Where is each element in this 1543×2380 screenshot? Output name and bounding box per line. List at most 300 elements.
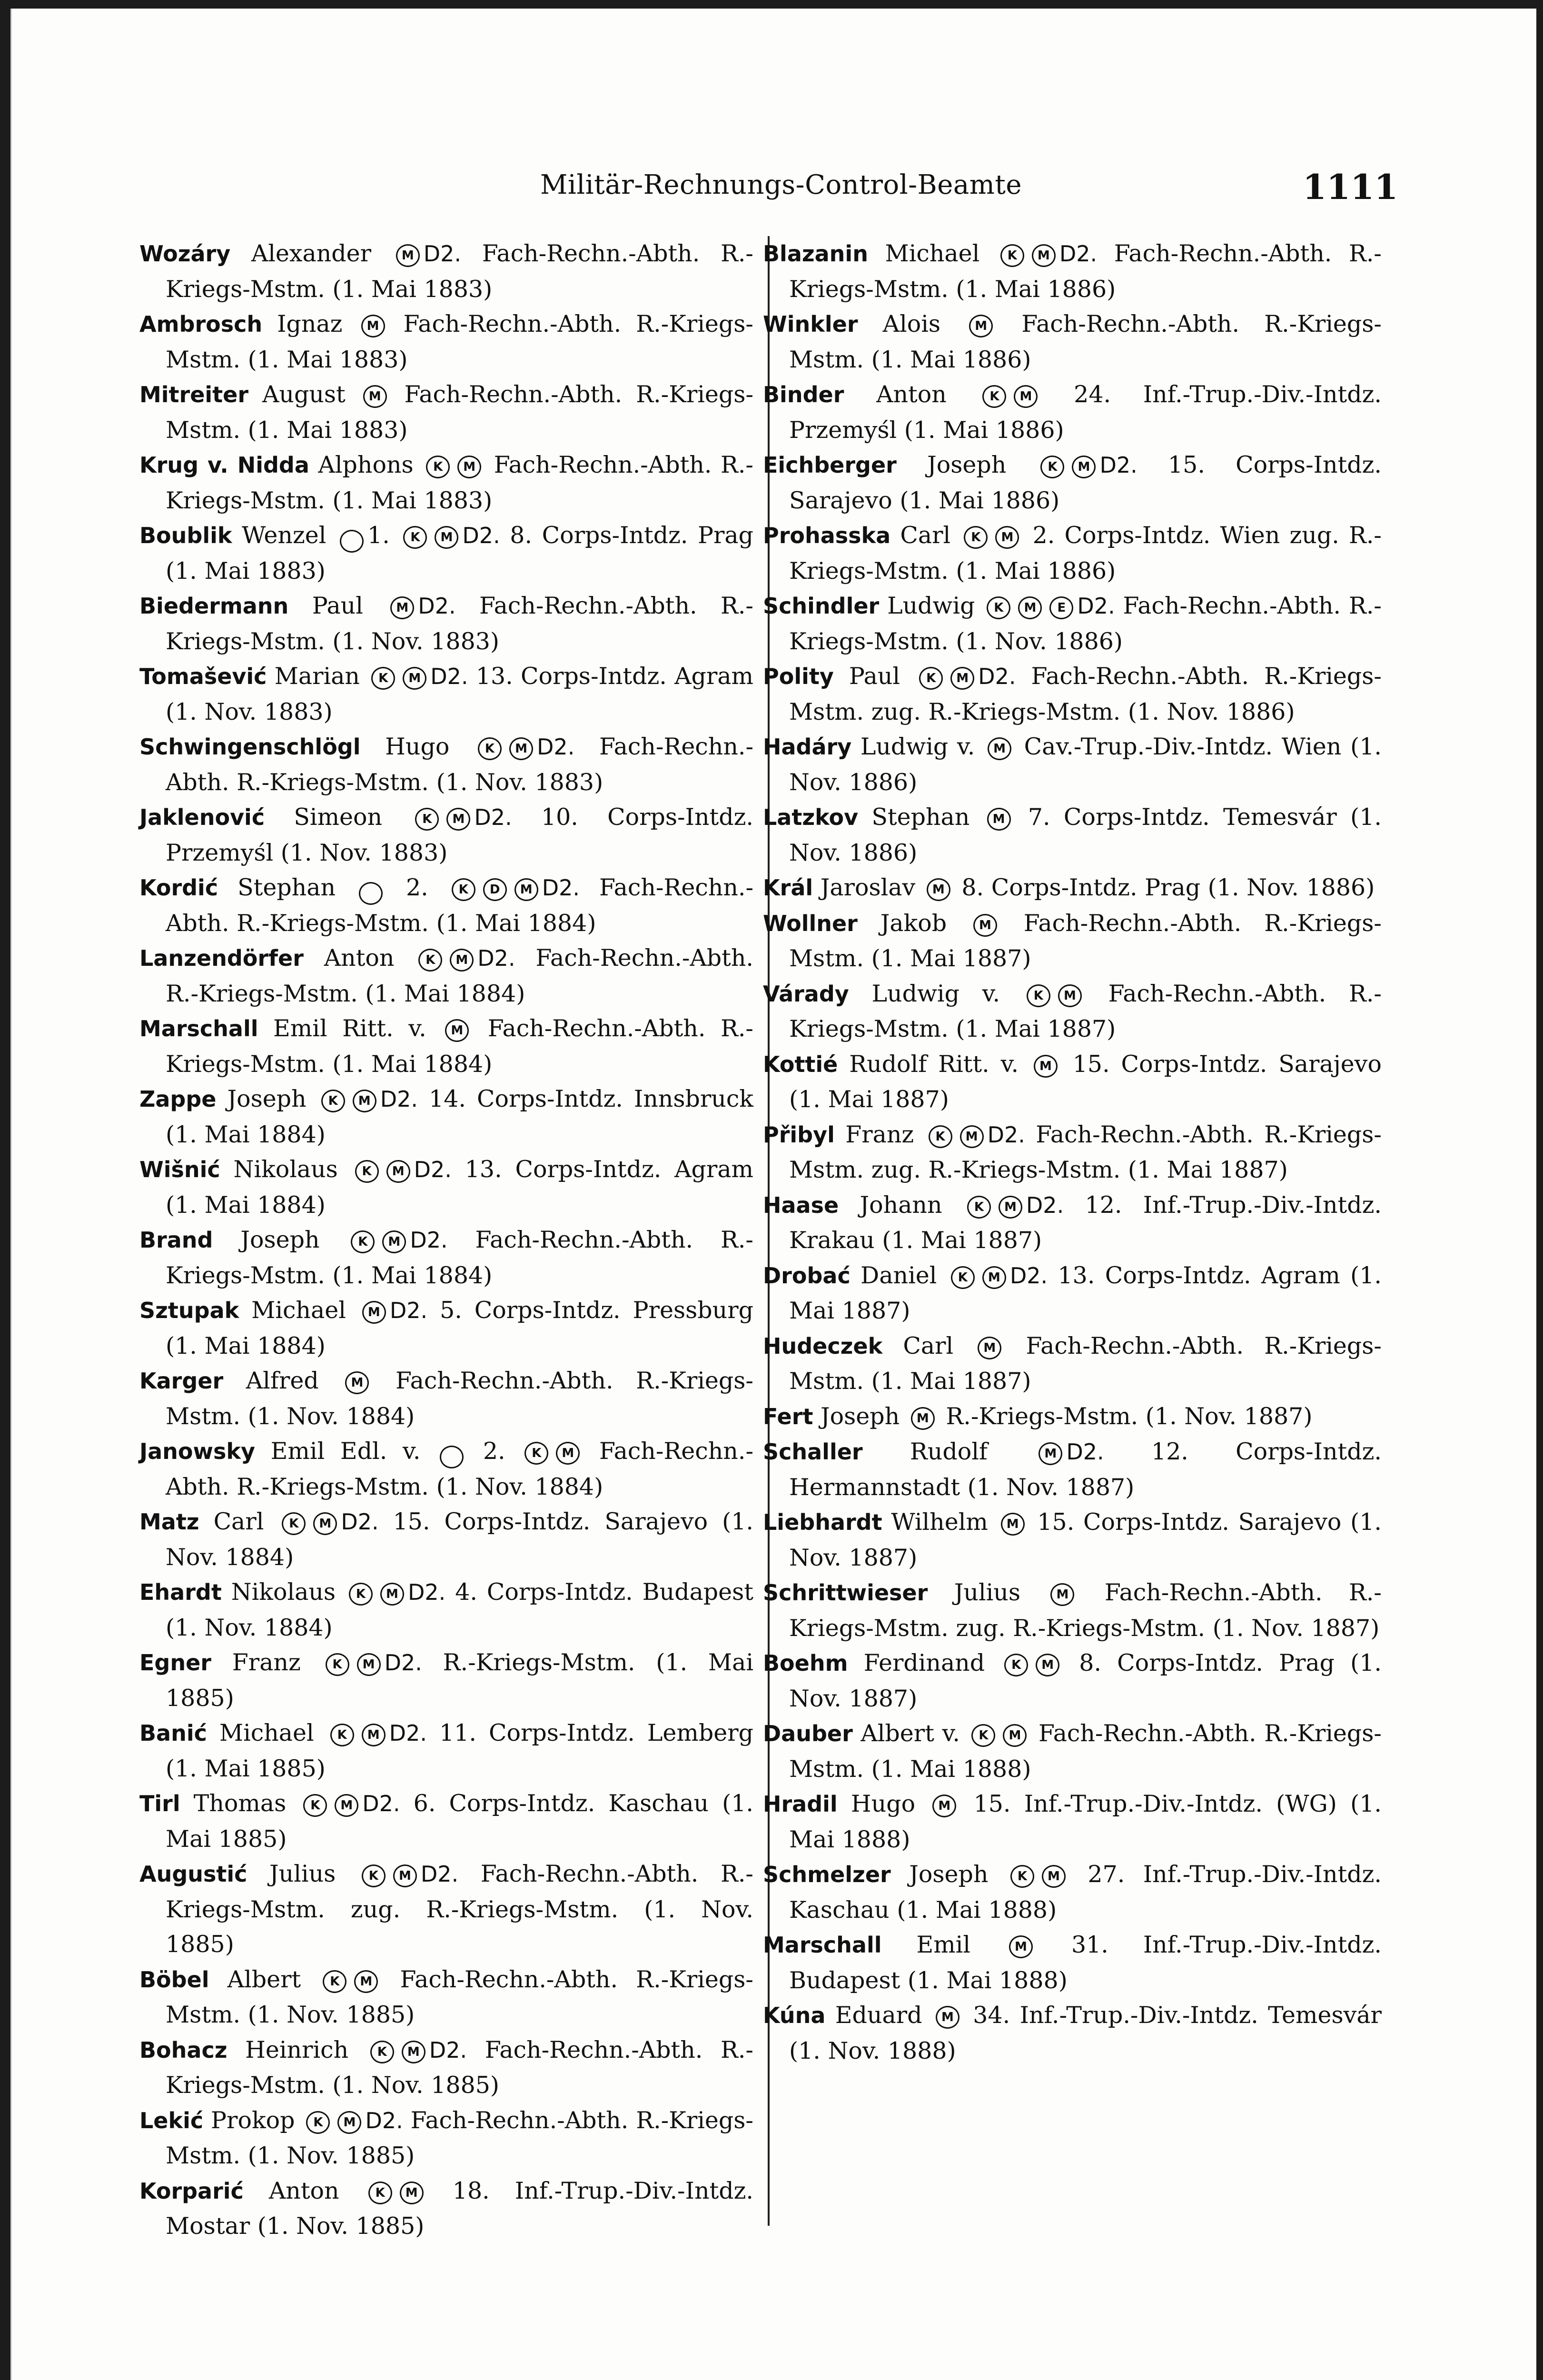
entry-text: 8. Corps-Intdz. Prag (1. Nov. 1886) [954, 874, 1375, 901]
decoration-class: D2. [389, 1720, 427, 1746]
order-ring-icon [440, 1446, 464, 1468]
entry-text: Hugo [360, 733, 474, 760]
entry-text: Nikolaus [220, 1156, 351, 1183]
entry-text: Anton [243, 2177, 365, 2204]
entry-text: Fach-Rechn.-Abth. R.-Kriegs-Mstm. (1. Nov. 1884) [166, 1438, 753, 1500]
decoration-circle-icon: K [982, 385, 1006, 408]
entry-text: Franz [211, 1649, 322, 1676]
officer-surname: Wišnić [139, 1157, 220, 1182]
decoration-circle-icon: M [999, 1196, 1022, 1219]
entry-text: 6. Corps-Intdz. Kaschau (1. Mai 1885) [166, 1790, 753, 1853]
decoration-circle-icon: M [354, 1970, 378, 1993]
entry-text: Prokop [203, 2106, 303, 2134]
entry-text: Fach-Rechn.-Abth. R.-Kriegs-Mstm. (1. Mai 1883) [166, 451, 753, 514]
entry-text: Fach-Rechn.-Abth. R.-Kriegs-Mstm. (1. Mai 1883) [166, 240, 753, 303]
decoration-class: D2. [1059, 241, 1098, 267]
entry-text: 5. Corps-Intdz. Pressburg (1. Mai 1884) [166, 1297, 753, 1359]
officer-surname: Krug v. Nidda [139, 452, 309, 478]
entry-text: Daniel [850, 1261, 947, 1289]
entry-text: 34. Inf.-Trup.-Div.-Intdz. Temesvár (1. Nov. 1888) [789, 2002, 1382, 2064]
order-ring-icon [340, 530, 364, 553]
running-head: Militär-Rechnungs-Control-Beamte [540, 169, 1022, 200]
officer-surname: Böbel [139, 1966, 209, 1993]
decoration-circle-icon: K [929, 1125, 952, 1148]
entry-text: Emil [881, 1931, 1005, 1958]
roster-entry [763, 659, 1382, 729]
officer-surname: Jaklenović [139, 804, 265, 830]
decoration-circle-icon: K [426, 456, 450, 478]
entry-text: Albert v. [852, 1720, 968, 1747]
decoration-circle-icon: K [330, 1724, 354, 1746]
decoration-circle-icon: M [1034, 1055, 1058, 1078]
entry-text: Heinrich [227, 2036, 366, 2063]
entry-text: Alphons [309, 451, 423, 478]
decoration-class: D2. [407, 1579, 446, 1605]
decoration-class: D2. [987, 1121, 1025, 1148]
decoration-circle-icon: M [393, 1864, 417, 1887]
officer-surname: Ambrosch [139, 311, 263, 337]
entry-text: 10. Corps-Intdz. Przemyśl (1. Nov. 1883) [166, 803, 753, 866]
roster-entry [763, 800, 1382, 870]
entry-text: Fach-Rechn.-Abth. R.-Kriegs-Mstm. zug. R.-Kriegs-Mstm. (1. Nov. 1885) [166, 1860, 753, 1958]
officer-surname: Brand [139, 1227, 213, 1253]
roster-entry [763, 1857, 1382, 1927]
entry-text: Nikolaus [221, 1578, 345, 1606]
roster-entry [139, 236, 753, 307]
decoration-class: D2. [1066, 1439, 1104, 1465]
roster-entry [139, 1575, 753, 1645]
decoration-circle-icon: K [971, 1724, 995, 1747]
entry-text: Rudolf Ritt. v. [838, 1050, 1030, 1078]
officer-surname: Polity [763, 664, 834, 689]
entry-text: Paul [833, 663, 916, 690]
officer-surname: Liebhardt [763, 1509, 882, 1535]
decoration-circle-icon: K [1040, 456, 1064, 478]
roster-entry [763, 1117, 1382, 1188]
decoration-circle-icon: M [1014, 385, 1038, 408]
roster-entry [139, 1645, 753, 1716]
decoration-circle-icon: K [951, 1266, 975, 1289]
roster-entry [763, 870, 1382, 906]
roster-entry [139, 1152, 753, 1222]
roster-entry [139, 377, 753, 447]
decoration-circle-icon: M [362, 1724, 386, 1746]
entry-text: R.-Kriegs-Mstm. (1. Mai 1885) [166, 1649, 753, 1712]
entry-text: Cav.-Trup.-Div.-Intdz. Wien (1. Nov. 1886) [789, 733, 1382, 796]
roster-entry [139, 2173, 753, 2244]
entry-text: Joseph [216, 1085, 317, 1112]
entry-text: Fach-Rechn.-Abth. R.-Kriegs-Mstm. (1. Nov. 1883) [166, 592, 753, 655]
roster-entry [763, 1329, 1382, 1399]
entry-text: Fach-Rechn.-Abth. R.-Kriegs-Mstm. (1. Mai 1884) [166, 874, 754, 937]
entry-text: Carl [882, 1332, 974, 1359]
roster-entry [139, 659, 753, 729]
entry-text: Julius [928, 1579, 1047, 1606]
entry-text: 12. Inf.-Trup.-Div.-Intdz. Krakau (1. Mai 1887) [789, 1191, 1382, 1254]
officer-surname: Hadáry [763, 734, 852, 760]
entry-text: 2. Corps-Intdz. Wien zug. R.-Kriegs-Mstm. (1. Mai 1886) [789, 522, 1382, 585]
roster-entry [763, 1434, 1382, 1505]
entry-text: Eduard [825, 2002, 932, 2029]
decoration-circle-icon: D [483, 878, 507, 901]
officer-surname: Matz [139, 1509, 199, 1535]
book-page [10, 9, 1536, 2380]
entry-text: Rudolf [862, 1438, 1035, 1465]
entry-text: Joseph [896, 451, 1037, 478]
decoration-circle-icon: M [1072, 456, 1096, 478]
roster-entry [763, 307, 1382, 377]
decoration-circle-icon: M [556, 1442, 580, 1465]
officer-surname: Latzkov [763, 804, 859, 830]
roster-entry [139, 518, 753, 588]
decoration-class: D2. [537, 734, 575, 760]
entry-text: Fach-Rechn.-Abth. R.-Kriegs-Mstm. (1. Mai 1887) [789, 980, 1382, 1042]
decoration-circle-icon: K [362, 1864, 386, 1887]
decoration-circle-icon: M [936, 2006, 959, 2029]
entry-text: Fach-Rechn.-Abth. R.-Kriegs-Mstm. (1. Mai 1886) [789, 310, 1382, 373]
page-number: 1111 [1303, 167, 1398, 207]
officer-surname: Dauber [763, 1721, 853, 1746]
entry-text: 31. Inf.-Trup.-Div.-Intdz. Budapest (1. Mai 1888) [789, 1931, 1382, 1994]
decoration-class: D2. [1009, 1262, 1048, 1289]
decoration-circle-icon: K [524, 1442, 548, 1465]
decoration-circle-icon: M [1039, 1442, 1062, 1465]
roster-entry [763, 1998, 1382, 2068]
entry-text: Johann [839, 1191, 963, 1219]
entry-text: Ferdinand [848, 1649, 1001, 1676]
decoration-class: D2. [477, 945, 515, 971]
entry-text: Fach-Rechn.-Abth. R.-Kriegs-Mstm. (1. Mai 1884) [166, 1015, 753, 1078]
entry-text: 7. Corps-Intdz. Temesvár (1. Nov. 1886) [789, 803, 1382, 866]
decoration-circle-icon: M [988, 737, 1011, 760]
decoration-circle-icon: M [509, 737, 533, 760]
decoration-circle-icon: E [1049, 596, 1073, 619]
roster-entry [763, 1399, 1382, 1435]
decoration-circle-icon: M [932, 1795, 956, 1817]
decoration-class: D2. [542, 875, 580, 901]
roster-entry [763, 906, 1382, 976]
decoration-circle-icon: K [368, 2182, 392, 2204]
decoration-circle-icon: M [1032, 244, 1056, 267]
officer-surname: Korparić [139, 2178, 244, 2204]
decoration-circle-icon: M [435, 526, 458, 549]
entry-text: Fach-Rechn.-Abth. R.-Kriegs-Mstm. (1. Nov. 1886) [789, 592, 1382, 655]
decoration-class: D2. [365, 2107, 403, 2133]
officer-surname: Kúna [763, 2003, 826, 2028]
decoration-circle-icon: M [973, 914, 997, 937]
officer-surname: Marschall [139, 1016, 258, 1041]
entry-text: 13. Corps-Intdz. Agram (1. Mai 1887) [789, 1261, 1382, 1324]
roster-entry [139, 588, 753, 659]
entry-text: R.-Kriegs-Mstm. (1. Nov. 1887) [938, 1402, 1313, 1430]
officer-surname: Kottié [763, 1051, 838, 1077]
roster-entry [763, 729, 1382, 800]
roster-entry [763, 1716, 1382, 1786]
decoration-circle-icon: M [400, 2182, 424, 2204]
roster-entry [139, 1222, 753, 1293]
decoration-circle-icon: M [450, 949, 474, 972]
decoration-circle-icon: M [402, 2041, 425, 2063]
entry-text: Jakob [857, 909, 969, 937]
decoration-class: D2. [414, 1157, 452, 1182]
entry-text: Fach-Rechn.-Abth. R.-Kriegs-Mstm. zug. R.-Kriegs-Mstm. (1. Mai 1887) [789, 1121, 1382, 1183]
roster-entry [139, 1081, 753, 1152]
entry-text: August [248, 381, 359, 408]
roster-entry [763, 1786, 1382, 1857]
entry-text: Wenzel [232, 522, 336, 549]
entry-text: Anton [303, 944, 415, 972]
decoration-circle-icon: M [396, 244, 420, 267]
entry-text: Joseph [890, 1861, 1007, 1888]
decoration-circle-icon: M [363, 385, 387, 408]
entry-text: Fach-Rechn.-Abth. R.-Kriegs-Mstm. (1. Mai 1886) [789, 240, 1382, 303]
entry-text: 8. Corps-Intdz. Prag (1. Mai 1883) [166, 522, 754, 585]
decoration-circle-icon: K [371, 667, 395, 690]
roster-entry [763, 377, 1382, 447]
decoration-circle-icon: K [355, 1160, 379, 1183]
officer-surname: Král [763, 875, 813, 901]
officer-surname: Binder [763, 382, 844, 407]
entry-text: Ludwig v. [851, 733, 984, 760]
decoration-circle-icon: M [382, 1230, 406, 1253]
entry-text: Alexander [230, 240, 392, 267]
roster-entry [139, 800, 753, 870]
roster-entry [139, 1011, 753, 1081]
decoration-circle-icon: M [445, 1019, 469, 1042]
officer-surname: Eichberger [763, 452, 897, 478]
entry-text: Anton [844, 381, 979, 408]
roster-entry [763, 1047, 1382, 1117]
decoration-circle-icon: K [349, 1583, 373, 1606]
officer-surname: Hradil [763, 1791, 838, 1817]
entry-text: Emil Ritt. v. [258, 1015, 442, 1042]
roster-entry [139, 1962, 753, 2033]
decoration-circle-icon: M [390, 596, 414, 619]
officer-surname: Ehardt [139, 1579, 222, 1605]
decoration-class: D2. [978, 664, 1016, 689]
entry-text: Fach-Rechn.-Abth. R.-Kriegs-Mstm. (1. Mai 1883) [166, 381, 753, 444]
decoration-circle-icon: M [950, 667, 974, 690]
entry-text: 12. Corps-Intdz. Hermannstadt (1. Nov. 1887) [789, 1438, 1382, 1501]
roster-entry [139, 1504, 753, 1575]
decoration-circle-icon: M [357, 1653, 381, 1676]
entry-text: Albert [209, 1965, 319, 1993]
entry-text: 13. Corps-Intdz. Agram (1. Mai 1884) [166, 1156, 753, 1219]
decoration-class: D2. [341, 1509, 379, 1535]
officer-surname: Winkler [763, 311, 858, 337]
decoration-circle-icon: M [911, 1407, 935, 1430]
decoration-circle-icon: M [995, 526, 1019, 549]
officer-surname: Mitreiter [139, 382, 249, 407]
officer-surname: Bohacz [139, 2037, 227, 2063]
roster-entry [763, 976, 1382, 1047]
entry-text: 18. Inf.-Trup.-Div.-Intdz. Mostar (1. Nov. 1885) [166, 2177, 753, 2240]
decoration-circle-icon: M [1036, 1654, 1059, 1676]
officer-surname: Tirl [139, 1791, 180, 1816]
decoration-circle-icon: K [303, 1794, 327, 1817]
decoration-circle-icon: M [380, 1583, 404, 1606]
decoration-circle-icon: M [345, 1371, 369, 1394]
officer-surname: Haase [763, 1192, 839, 1218]
officer-surname: Lekić [139, 2107, 204, 2133]
entry-text: 13. Corps-Intdz. Agram (1. Nov. 1883) [166, 663, 753, 725]
decoration-circle-icon: M [927, 878, 950, 901]
decoration-circle-icon: K [321, 1090, 345, 1112]
decoration-class: D2. [362, 1791, 400, 1816]
roster-entry [763, 1646, 1382, 1716]
entry-text: Michael [207, 1719, 326, 1746]
entry-text: Simeon [265, 803, 412, 831]
officer-surname: Biedermann [139, 593, 289, 619]
officer-surname: Fert [763, 1403, 813, 1429]
officer-surname: Schindler [763, 593, 880, 619]
decoration-circle-icon: M [978, 1337, 1001, 1359]
officer-surname: Augustić [139, 1861, 247, 1887]
decoration-circle-icon: K [370, 2041, 394, 2063]
officer-surname: Marschall [763, 1932, 882, 1958]
decoration-circle-icon: K [964, 526, 988, 549]
right-column [763, 236, 1382, 2068]
entry-text: 1. [367, 522, 400, 549]
officer-surname: Lanzendörfer [139, 945, 304, 971]
decoration-circle-icon: K [987, 596, 1010, 619]
entry-text: 15. Corps-Intdz. Sarajevo (1. Nov. 1884) [166, 1508, 753, 1571]
roster-entry [139, 307, 753, 377]
decoration-class: D2. [410, 1227, 448, 1253]
decoration-circle-icon: K [1027, 984, 1050, 1007]
entry-text: Fach-Rechn.-Abth. R.-Kriegs-Mstm. (1. Nov. 1883) [166, 733, 754, 796]
roster-entry [139, 1434, 753, 1504]
decoration-circle-icon: M [1018, 596, 1042, 619]
decoration-circle-icon: K [1010, 1865, 1034, 1888]
officer-surname: Blazanin [763, 241, 868, 267]
entry-text: Thomas [180, 1790, 300, 1817]
officer-surname: Várady [763, 981, 849, 1007]
decoration-circle-icon: M [960, 1125, 984, 1148]
left-column [139, 236, 753, 2244]
entry-text: Alfred [223, 1367, 342, 1394]
officer-surname: Karger [139, 1368, 224, 1394]
entry-text: 15. Corps-Intdz. Sarajevo (1. Mai 1886) [789, 451, 1382, 514]
decoration-circle-icon: M [337, 2111, 361, 2134]
decoration-circle-icon: M [1003, 1724, 1027, 1747]
decoration-circle-icon: M [403, 667, 426, 690]
officer-surname: Sztupak [139, 1298, 239, 1323]
decoration-circle-icon: M [987, 808, 1011, 831]
entry-text: Fach-Rechn.-Abth. R.-Kriegs-Mstm. (1. Mai 1883) [166, 310, 753, 373]
decoration-circle-icon: M [969, 315, 993, 337]
entry-text: Ignaz [262, 310, 357, 337]
entry-text: Carl [199, 1508, 278, 1535]
decoration-circle-icon: M [1050, 1583, 1074, 1606]
entry-text: Joseph [813, 1402, 907, 1430]
decoration-class: D2. [418, 593, 456, 619]
entry-text: Stephan [218, 874, 355, 901]
decoration-circle-icon: M [313, 1512, 337, 1535]
roster-entry [139, 941, 753, 1011]
decoration-class: D2. [420, 1861, 459, 1887]
officer-surname: Schmelzer [763, 1862, 891, 1887]
entry-text: Julius [247, 1860, 358, 1887]
roster-entry [763, 1258, 1382, 1329]
entry-text: Fach-Rechn.-Abth. R.-Kriegs-Mstm. (1. Mai 1887) [789, 909, 1382, 972]
decoration-class: D2. [474, 804, 512, 830]
entry-text: Carl [890, 522, 960, 549]
roster-entry [139, 1363, 753, 1434]
entry-text: Fach-Rechn.-Abth. R.-Kriegs-Mstm. (1. Mai 1884) [166, 944, 753, 1007]
entry-text: 8. Corps-Intdz. Prag (1. Nov. 1887) [789, 1649, 1382, 1712]
decoration-circle-icon: M [514, 878, 538, 901]
entry-text: Fach-Rechn.-Abth. R.-Kriegs-Mstm. (1. Mai 1884) [166, 1226, 753, 1289]
officer-surname: Drobać [763, 1262, 851, 1289]
decoration-circle-icon: M [446, 808, 470, 831]
officer-surname: Wollner [763, 910, 858, 936]
entry-text: Stephan [858, 803, 983, 831]
officer-surname: Hudeczek [763, 1333, 883, 1359]
entry-text: Franz [834, 1121, 925, 1148]
officer-surname: Boehm [763, 1650, 848, 1676]
decoration-circle-icon: K [282, 1512, 306, 1535]
decoration-circle-icon: K [403, 526, 427, 549]
decoration-circle-icon: K [1000, 244, 1024, 267]
officer-surname: Banić [139, 1720, 207, 1746]
officer-surname: Schaller [763, 1439, 863, 1465]
officer-surname: Schrittwieser [763, 1580, 928, 1606]
decoration-class: D2. [1099, 452, 1137, 478]
officer-surname: Wozáry [139, 241, 231, 267]
entry-text: 27. Inf.-Trup.-Div.-Intdz. Kaschau (1. Mai 1888) [789, 1861, 1382, 1924]
entry-text: Hugo [837, 1790, 929, 1817]
roster-entry [139, 870, 753, 941]
decoration-circle-icon: K [1004, 1654, 1028, 1676]
decoration-circle-icon: K [452, 878, 475, 901]
decoration-class: D2. [384, 1650, 422, 1676]
officer-surname: Kordić [139, 875, 218, 901]
entry-text: 15. Corps-Intdz. Sarajevo (1. Nov. 1887) [789, 1508, 1382, 1571]
decoration-class: D2. [389, 1298, 428, 1323]
entry-text: Wilhelm [882, 1508, 997, 1536]
decoration-circle-icon: K [306, 2111, 330, 2134]
roster-entry [763, 1575, 1382, 1646]
entry-text: Emil Edl. v. [255, 1438, 436, 1465]
roster-entry [139, 447, 753, 518]
decoration-circle-icon: M [1009, 1935, 1033, 1958]
decoration-class: D2. [462, 523, 500, 548]
entry-text: Alois [858, 310, 966, 337]
entry-text: Marian [267, 663, 368, 690]
roster-entry [139, 1293, 753, 1363]
entry-text: 24. Inf.-Trup.-Div.-Intdz. Przemyśl (1. Mai 1886) [789, 381, 1382, 444]
entry-text: Fach-Rechn.-Abth. R.-Kriegs-Mstm. (1. Mai 1887) [789, 1332, 1382, 1395]
decoration-circle-icon: K [323, 1970, 346, 1993]
roster-entry [139, 2103, 753, 2173]
decoration-circle-icon: K [478, 737, 502, 760]
roster-entry [139, 1716, 753, 1786]
roster-entry [763, 1188, 1382, 1258]
entry-text: Fach-Rechn.-Abth. R.-Kriegs-Mstm. (1. Nov. 1885) [166, 2036, 753, 2099]
decoration-circle-icon: K [351, 1230, 375, 1253]
entry-text: Joseph [213, 1226, 347, 1253]
decoration-circle-icon: K [415, 808, 439, 831]
roster-entry [763, 1505, 1382, 1575]
decoration-circle-icon: K [967, 1196, 991, 1219]
roster-entry [139, 1786, 753, 1856]
officer-surname: Janowsky [139, 1438, 255, 1464]
order-ring-icon [359, 882, 383, 905]
decoration-circle-icon: M [335, 1794, 358, 1817]
entry-text: 4. Corps-Intdz. Budapest (1. Nov. 1884) [166, 1578, 753, 1641]
roster-entry [763, 447, 1382, 518]
